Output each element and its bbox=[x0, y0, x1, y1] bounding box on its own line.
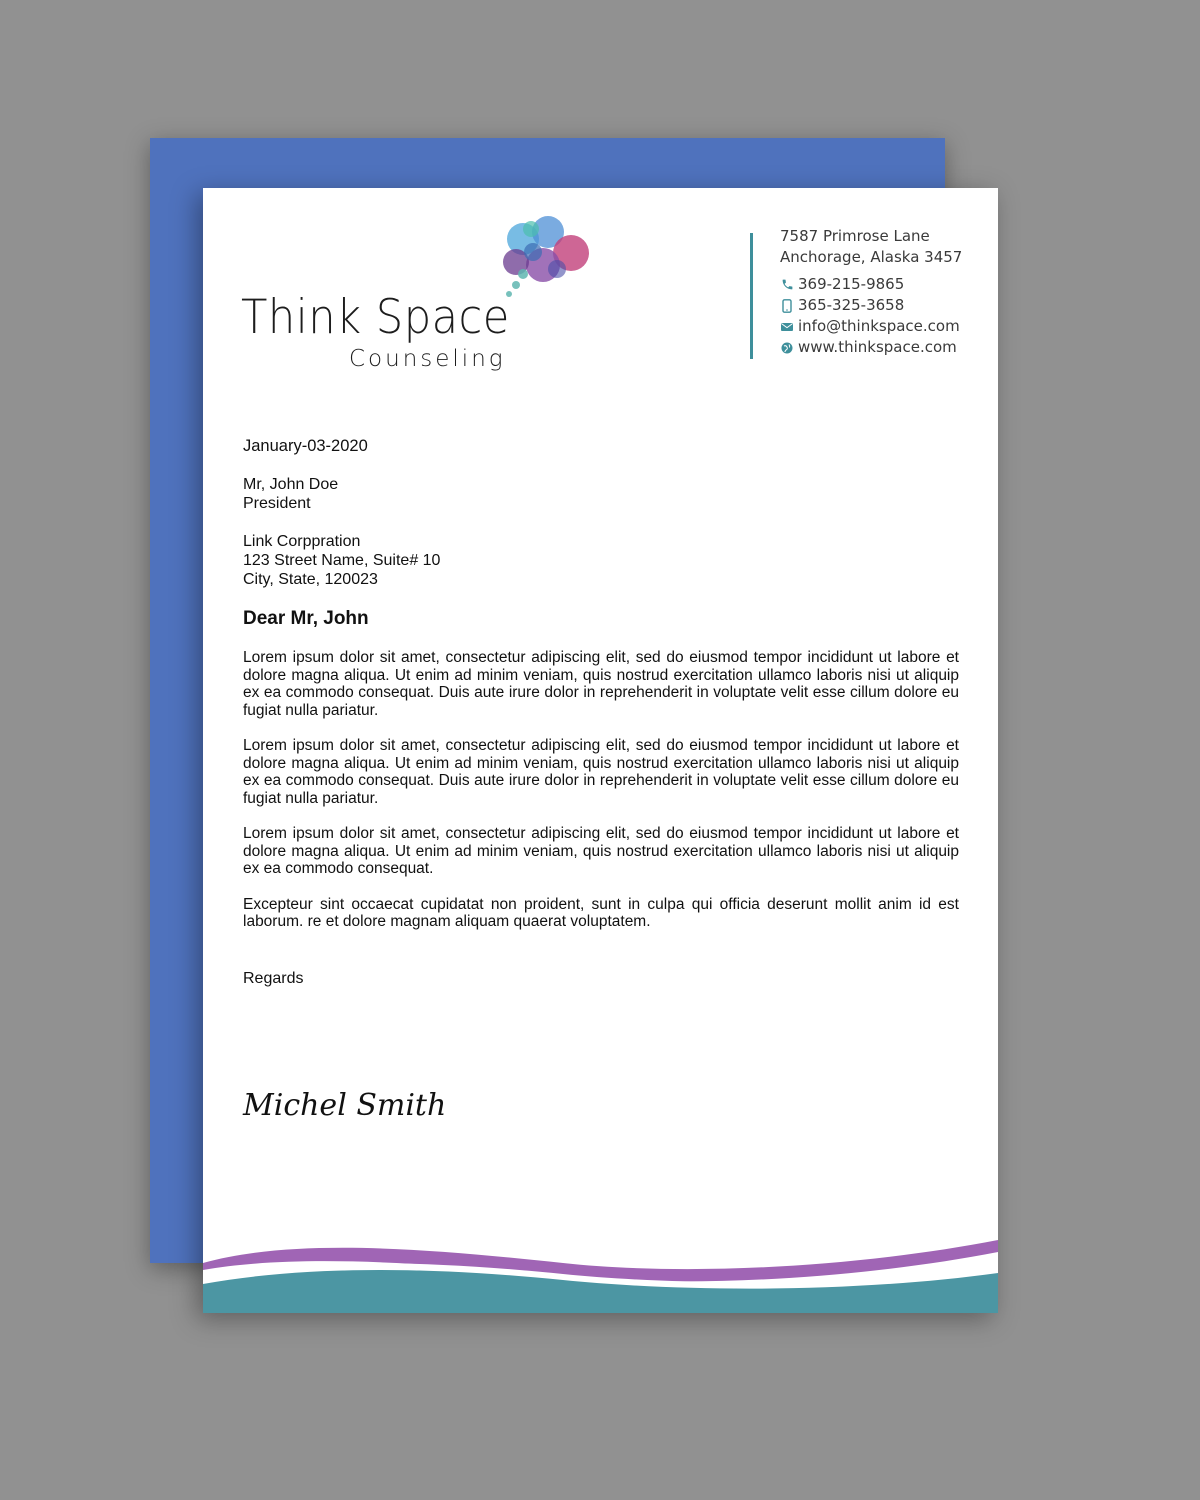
recipient-name: Mr, John Doe bbox=[243, 476, 339, 493]
footer-wave bbox=[203, 1218, 998, 1313]
company-name: Link Corppration bbox=[243, 533, 361, 550]
email-address[interactable]: info@thinkspace.com bbox=[798, 317, 960, 335]
mobile-number: 365-325-3658 bbox=[798, 296, 905, 314]
recipient-title: President bbox=[243, 495, 311, 512]
signature bbox=[243, 1083, 447, 1133]
company-street: 123 Street Name, Suite# 10 bbox=[243, 552, 441, 569]
email-row bbox=[780, 316, 962, 337]
letter-date: January-03-2020 bbox=[243, 437, 368, 455]
phone-row bbox=[780, 274, 962, 295]
phone-number: 369-215-9865 bbox=[798, 275, 905, 293]
letterhead-page bbox=[203, 188, 998, 1313]
website-url[interactable]: www.thinkspace.com bbox=[798, 338, 957, 356]
letter-body bbox=[243, 436, 959, 988]
logo bbox=[241, 216, 601, 376]
address-line-1: 7587 Primrose Lane bbox=[780, 227, 930, 245]
paragraph-4: Excepteur sint occaecat cupidatat non proident, sunt in culpa qui officia deserunt mollit anim id est laborum. re et dolore magnam aliquam quaerat voluptatem. bbox=[243, 895, 959, 930]
mobile-row bbox=[780, 295, 962, 316]
phone-icon bbox=[780, 278, 794, 292]
salutation: Dear Mr, John bbox=[243, 608, 369, 629]
contact-divider bbox=[750, 233, 753, 359]
globe-icon bbox=[780, 341, 794, 355]
signature-text: Michel Smith bbox=[243, 1088, 447, 1123]
paragraph-3: Lorem ipsum dolor sit amet, consectetur adipiscing elit, sed do eiusmod tempor incididunt ut labore et dolore magna aliqua. Ut enim ad minim veniam, quis nostrud exercitation ullamco laboris nisi ut aliquip ex ea commodo consequat. bbox=[243, 825, 959, 877]
brand-subtitle: Counseling bbox=[349, 346, 506, 372]
address-line-2: Anchorage, Alaska 3457 bbox=[780, 248, 963, 266]
company-block bbox=[243, 532, 959, 589]
recipient-block bbox=[243, 475, 959, 513]
brand-name: Think Space bbox=[241, 290, 510, 345]
mobile-icon bbox=[780, 299, 794, 313]
email-icon bbox=[780, 320, 794, 334]
company-city: City, State, 120023 bbox=[243, 571, 378, 588]
closing: Regards bbox=[243, 969, 304, 987]
website-row bbox=[780, 337, 962, 358]
contact-block bbox=[780, 226, 962, 358]
paragraph-1: Lorem ipsum dolor sit amet, consectetur adipiscing elit, sed do eiusmod tempor incididunt ut labore et dolore magna aliqua. Ut enim ad minim veniam, quis nostrud exercitation ullamco laboris nisi ut aliquip ex ea commodo consequat. Duis aute irure dolor in reprehenderit in voluptate velit esse cillum dolore eu fugiat nulla pariatur. bbox=[243, 649, 959, 719]
paragraph-2: Lorem ipsum dolor sit amet, consectetur adipiscing elit, sed do eiusmod tempor incididunt ut labore et dolore magna aliqua. Ut enim ad minim veniam, quis nostrud exercitation ullamco laboris nisi ut aliquip ex ea commodo consequat. Duis aute irure dolor in reprehenderit in voluptate velit esse cillum dolore eu fugiat nulla pariatur. bbox=[243, 737, 959, 807]
